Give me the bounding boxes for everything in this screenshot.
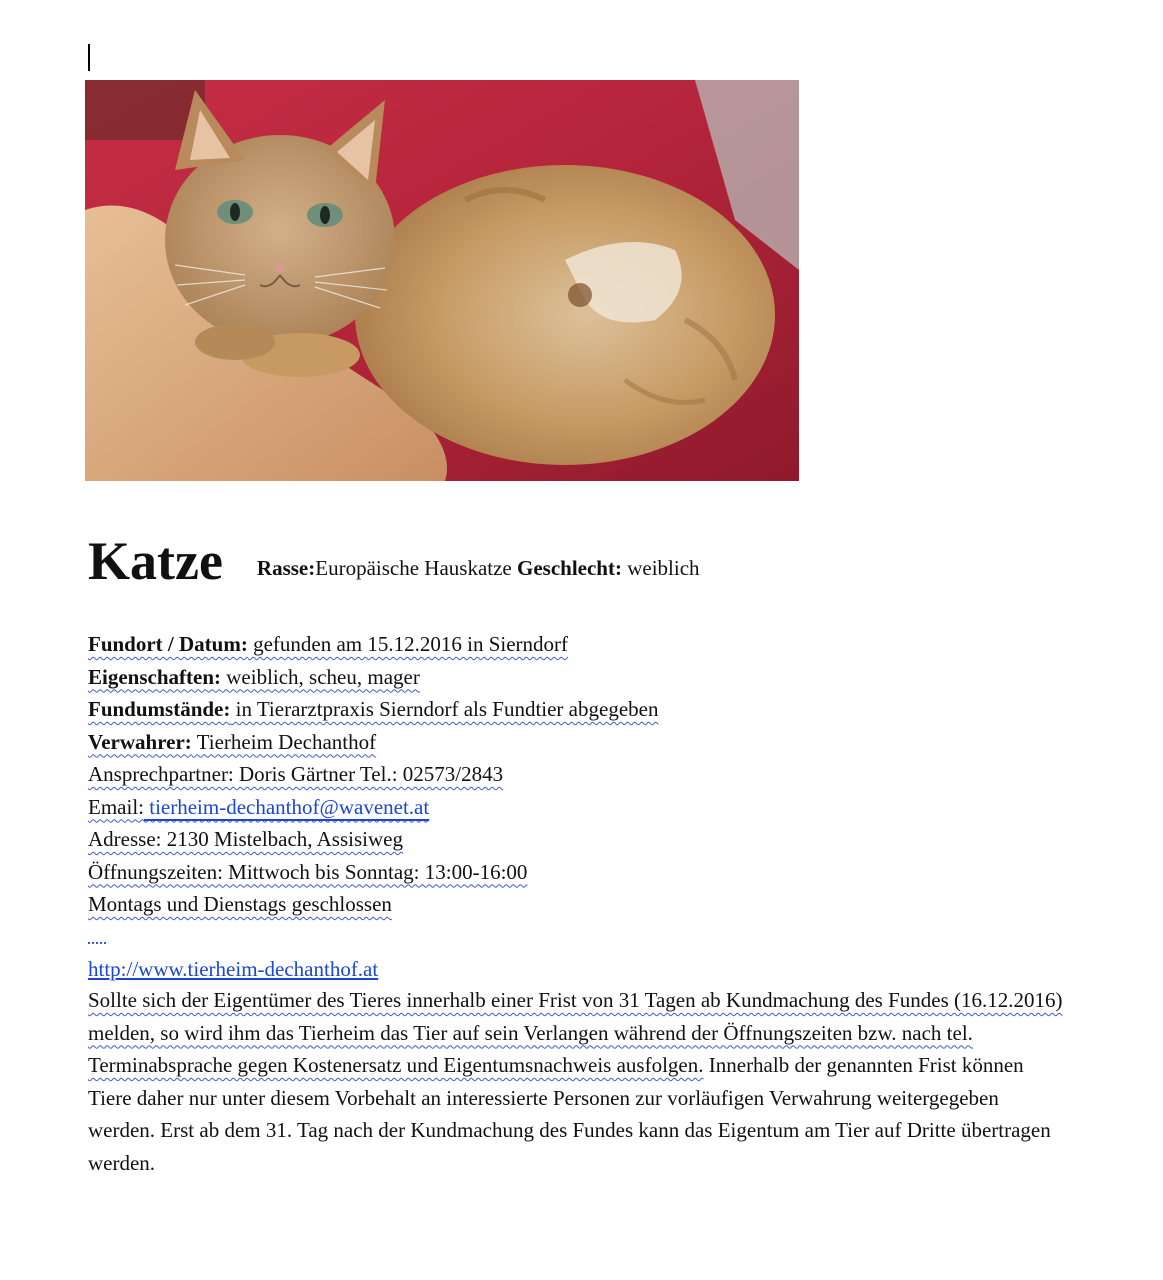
email-label: Email: bbox=[88, 794, 144, 819]
verwahrer-line bbox=[88, 726, 1088, 759]
page-title: Katze bbox=[88, 531, 223, 591]
website-line bbox=[88, 953, 1088, 986]
text-cursor bbox=[88, 44, 90, 71]
geschlossen-text: Montags und Dienstags geschlossen bbox=[88, 892, 392, 916]
spellcheck-mark bbox=[88, 928, 106, 944]
adresse-text: Adresse: 2130 Mistelbach, Assisiweg bbox=[88, 827, 403, 851]
fundumstaende-line bbox=[88, 693, 1088, 726]
fundort-line bbox=[88, 628, 1088, 661]
title-row bbox=[88, 530, 700, 592]
geschlossen-line bbox=[88, 888, 1088, 921]
cat-photo bbox=[85, 80, 799, 481]
eigenschaften-line bbox=[88, 661, 1088, 694]
ansprechpartner-line bbox=[88, 758, 1088, 791]
website-link[interactable]: http://www.tierheim-dechanthof.at bbox=[88, 957, 379, 981]
email-link[interactable]: tierheim-dechanthof@wavenet.at bbox=[144, 794, 430, 819]
sex-label: Geschlecht: bbox=[517, 556, 622, 580]
fundumstaende-label: Fundumstände: bbox=[88, 697, 231, 721]
breed-label: Rasse: bbox=[256, 556, 316, 580]
eigenschaften-label: Eigenschaften: bbox=[88, 664, 221, 689]
fundumstaende-value: in Tierarztpraxis Sierndorf als Fundtier abgegeben bbox=[230, 697, 659, 721]
fundort-value: gefunden am 15.12.2016 in Sierndorf bbox=[247, 632, 569, 656]
breed-value: Europäische Hauskatze bbox=[315, 556, 512, 580]
info-block bbox=[88, 628, 1088, 986]
verwahrer-value: Tierheim Dechanthof bbox=[191, 729, 377, 754]
oeffnungszeiten-text: Öffnungszeiten: Mittwoch bis Sonntag: 13:00-16:00 bbox=[88, 859, 528, 884]
paragraph-underlined: Sollte sich der Eigentümer des Tieres innerhalb einer Frist von 31 Tagen ab Kundmachung des Fundes (16.12.2016) melden, so wird ihm das Tierheim das Tier auf sein Verlangen während der Öffnungszeiten bzw. nach tel. Terminabsprache gegen Kostenersatz und Eigentumsnachweis ausfolgen. bbox=[88, 988, 1063, 1077]
email-line bbox=[88, 791, 1088, 824]
oeffnungszeiten-line bbox=[88, 856, 1088, 889]
legal-paragraph bbox=[88, 984, 1063, 1179]
adresse-line bbox=[88, 823, 1088, 856]
ansprechpartner-text: Ansprechpartner: Doris Gärtner Tel.: 02573/2843 bbox=[88, 762, 504, 786]
eigenschaften-value: weiblich, scheu, mager bbox=[221, 664, 420, 689]
sex-value: weiblich bbox=[627, 556, 700, 580]
paragraph-rest: Innerhalb der genannten Frist können Tiere daher nur unter diesem Vorbehalt an interessierte Personen zur vorläufigen Verwahrung weitergegeben werden. Erst ab dem 31. Tag nach der Kundmachung des Fundes kann das Eigentum am Tier auf Dritte übertragen werden. bbox=[88, 1053, 1051, 1175]
animal-meta bbox=[257, 556, 700, 581]
empty-line bbox=[88, 921, 1088, 954]
cat-photo-icon bbox=[85, 80, 799, 481]
verwahrer-label: Verwahrer: bbox=[88, 729, 192, 754]
fundort-label: Fundort / Datum: bbox=[88, 632, 248, 656]
